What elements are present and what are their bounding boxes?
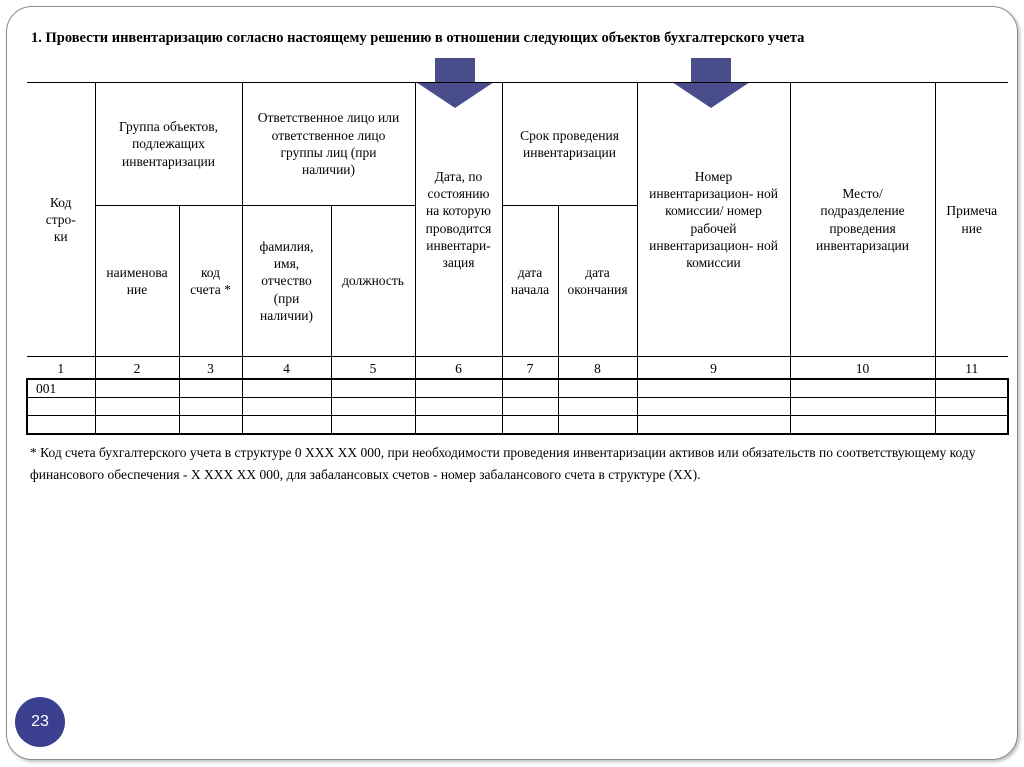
- column-number: 4: [242, 357, 331, 380]
- column-number: 11: [935, 357, 1008, 380]
- table-cell[interactable]: [95, 398, 179, 416]
- header-period-start: дата начала: [502, 206, 558, 357]
- table-cell[interactable]: 001: [27, 379, 95, 398]
- column-number: 6: [415, 357, 502, 380]
- column-number: 2: [95, 357, 179, 380]
- column-number: 7: [502, 357, 558, 380]
- header-period: Срок проведения инвентаризации: [502, 83, 637, 206]
- header-group-name: наименова ние: [95, 206, 179, 357]
- table-cell[interactable]: [95, 416, 179, 435]
- column-number: 10: [790, 357, 935, 380]
- header-row-code: Код стро- ки: [27, 83, 95, 357]
- table-cell[interactable]: [558, 398, 637, 416]
- header-responsible: Ответственное лицо или ответственное лицо группы лиц (при наличии): [242, 83, 415, 206]
- table-cell[interactable]: [502, 416, 558, 435]
- table-cell[interactable]: [502, 379, 558, 398]
- table-cell[interactable]: [935, 398, 1008, 416]
- header-note: Примеча ние: [935, 83, 1008, 357]
- table-cell[interactable]: [637, 416, 790, 435]
- table-cell[interactable]: [790, 416, 935, 435]
- page-number-badge: 23: [15, 697, 65, 747]
- table-cell[interactable]: [331, 379, 415, 398]
- header-group-account: код счета *: [179, 206, 242, 357]
- header-place: Место/ подразделение проведения инвентаризации: [790, 83, 935, 357]
- table-row: [27, 379, 1008, 398]
- header-responsible-name: фамилия, имя, отчество (при наличии): [242, 206, 331, 357]
- table-cell[interactable]: [27, 416, 95, 435]
- table-cell[interactable]: [637, 398, 790, 416]
- table-cell[interactable]: [331, 398, 415, 416]
- table-cell[interactable]: [790, 398, 935, 416]
- column-number: 1: [27, 357, 95, 380]
- table-cell[interactable]: [637, 379, 790, 398]
- column-number: 5: [331, 357, 415, 380]
- table-cell[interactable]: [415, 398, 502, 416]
- header-date: Дата, по состоянию на которую проводится инвентари- зация: [415, 83, 502, 357]
- table-cell[interactable]: [415, 416, 502, 435]
- table-row: [27, 416, 1008, 435]
- form-heading: 1. Провести инвентаризацию согласно настоящему решению в отношении следующих объектов бухгалтерского учета: [31, 30, 805, 46]
- table-cell[interactable]: [179, 379, 242, 398]
- table-cell[interactable]: [415, 379, 502, 398]
- table-cell[interactable]: [502, 398, 558, 416]
- table-cell[interactable]: [558, 379, 637, 398]
- column-number: 3: [179, 357, 242, 380]
- table-cell[interactable]: [242, 416, 331, 435]
- table-cell[interactable]: [242, 379, 331, 398]
- footnote: * Код счета бухгалтерского учета в структуре 0 XXX XX 000, при необходимости проведения инвентаризации активов или обязательств по соответствующему коду финансового обеспечения - X XXX XX 000, для забалансовых счетов - номер забалансового счета в структуре (XX).: [30, 445, 976, 482]
- table-cell[interactable]: [331, 416, 415, 435]
- table-cell[interactable]: [95, 379, 179, 398]
- table-cell[interactable]: [27, 398, 95, 416]
- table-cell[interactable]: [935, 379, 1008, 398]
- table-cell[interactable]: [558, 416, 637, 435]
- column-number-row: [27, 357, 1008, 380]
- table-cell[interactable]: [935, 416, 1008, 435]
- header-responsible-position: должность: [331, 206, 415, 357]
- table-row: [27, 398, 1008, 416]
- table-cell[interactable]: [179, 416, 242, 435]
- header-commission: Номер инвентаризацион- ной комиссии/ номер рабочей инвентаризацион- ной комиссии: [637, 83, 790, 357]
- inventory-table: [26, 82, 1009, 435]
- table-cell[interactable]: [179, 398, 242, 416]
- header-group: Группа объектов, подлежащих инвентаризации: [95, 83, 242, 206]
- header-period-end: дата окончания: [558, 206, 637, 357]
- column-number: 8: [558, 357, 637, 380]
- column-number: 9: [637, 357, 790, 380]
- table-cell[interactable]: [242, 398, 331, 416]
- table-cell[interactable]: [790, 379, 935, 398]
